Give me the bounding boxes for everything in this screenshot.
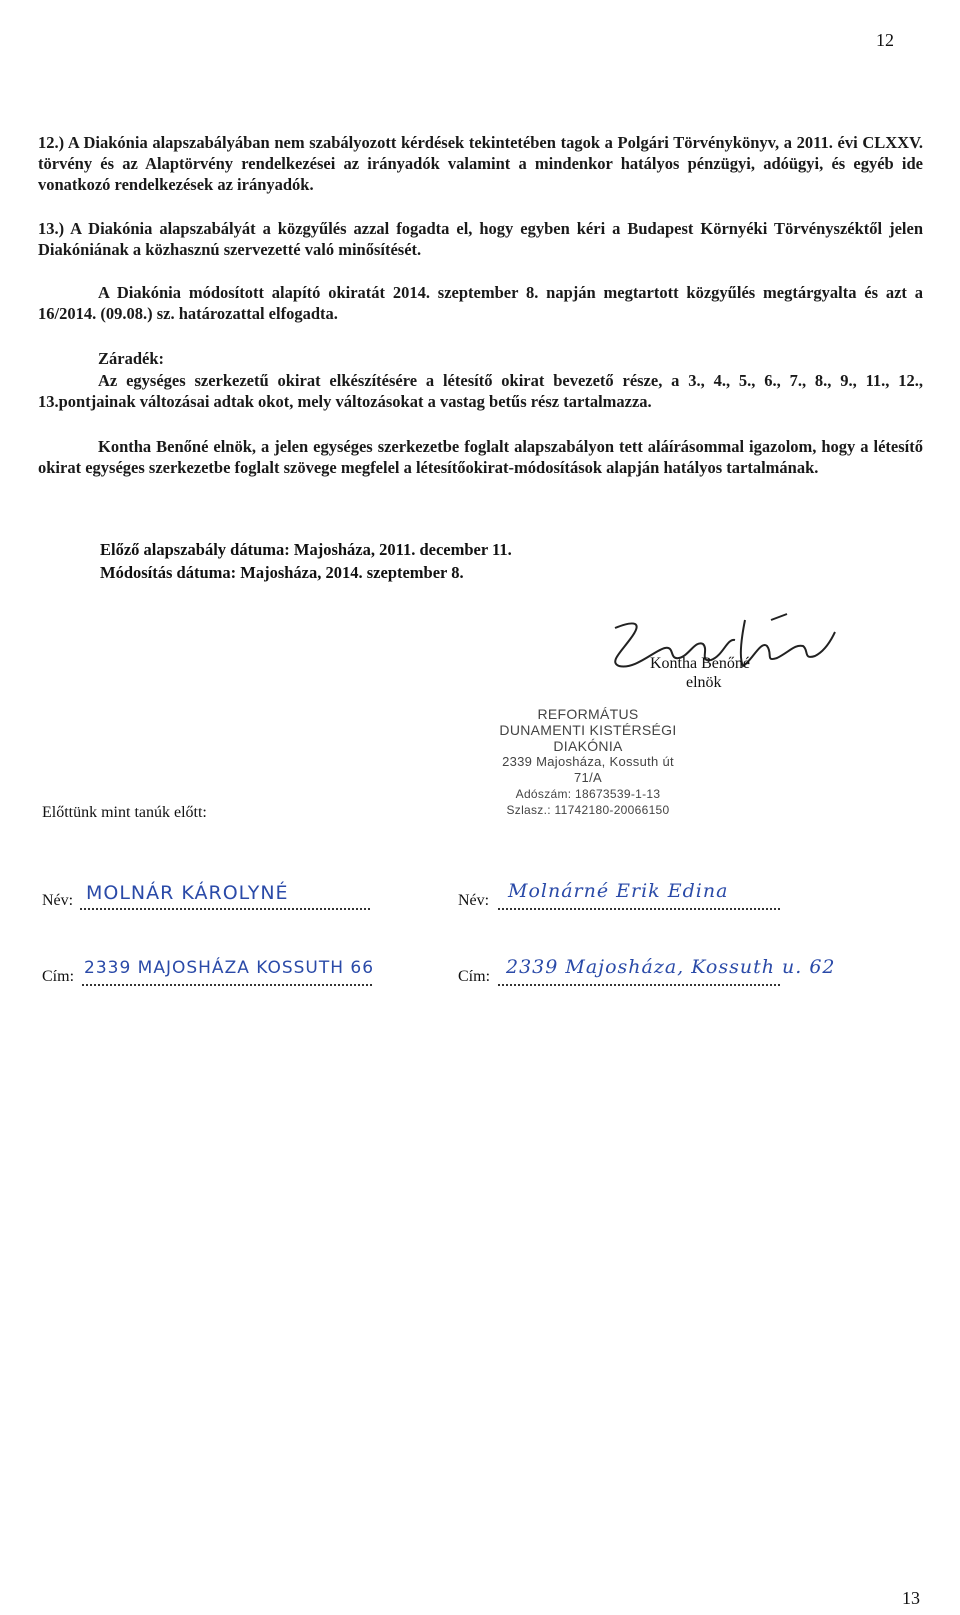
modification-date: Módosítás dátuma: Majosháza, 2014. szeptember 8.	[100, 563, 464, 582]
stamp-line-1: REFORMÁTUS	[537, 706, 639, 722]
witness-right-address-line	[498, 984, 780, 986]
signatory-role: elnök	[686, 674, 722, 691]
clause-title: Záradék:	[98, 349, 164, 368]
previous-charter-date: Előző alapszabály dátuma: Majosháza, 2011. december 11.	[100, 540, 512, 559]
stamp-line-3: 2339 Majosháza, Kossuth út 71/A	[502, 754, 674, 785]
witness-left-name-line	[80, 908, 370, 910]
witness-right-name-label: Név:	[458, 892, 490, 909]
paragraph-modified-charter: A Diakónia módosított alapító okiratát 2014. szeptember 8. napján megtartott közgyűlés megtárgyalta és azt a 16/2014. (09.08.) sz. határozattal elfogadta.	[38, 283, 923, 323]
witness-right-address-label: Cím:	[458, 968, 491, 985]
paragraph-12: 12.) A Diakónia alapszabályában nem szabályozott kérdések tekintetében tagok a Polgári Törvénykönyv, a 2011. évi CLXXV. törvény és az Alaptörvény rendelkezései az irányadók valamint a mindenkor hatályos pénzügyi, adóügyi, és egyéb ide vonatkozó rendelkezések az irányadók.	[38, 133, 923, 194]
clause-text: Az egységes szerkezetű okirat elkészítésére a létesítő okirat bevezető része, a 3., 4., 5., 6., 7., 8., 9., 11., 12., 13.pontjainak változásai adtak okot, mely változásokat a vastag betűs rész tartalmazza.	[38, 371, 923, 411]
stamp-line-4: Adószám: 18673539-1-13	[515, 787, 661, 801]
witness-left-address-label: Cím:	[42, 968, 75, 985]
stamp-line-2: DUNAMENTI KISTÉRSÉGI DIAKÓNIA	[499, 722, 677, 754]
paragraph-13: 13.) A Diakónia alapszabályát a közgyűlés azzal fogadta el, hogy egyben kéri a Budapest Környéki Törvényszéktől jelen Diakóniának a közhasznú szervezetté való minősítését.	[38, 219, 923, 259]
witness-left-name: MOLNÁR KÁROLYNÉ	[86, 882, 289, 904]
witness-right-address: 2339 Majosháza, Kossuth u. 62	[506, 956, 836, 978]
stamp-line-5: Szlasz.: 11742180-20066150	[506, 803, 670, 817]
page-number-top: 12	[876, 30, 894, 50]
signatory-name: Kontha Benőné	[650, 655, 750, 672]
witness-left-address-line	[82, 984, 372, 986]
witnesses-heading: Előttünk mint tanúk előtt:	[42, 804, 207, 821]
witness-right-name-line	[498, 908, 780, 910]
page-number-bottom: 13	[902, 1588, 920, 1608]
witness-left-address: 2339 MAJOSHÁZA KOSSUTH 66	[84, 958, 375, 978]
certification-text: Kontha Benőné elnök, a jelen egységes szerkezetbe foglalt alapszabályon tett aláírásommal igazolom, hogy a létesítő okirat egységes szerkezetbe foglalt szövege megfelel a létesítőokirat-módosítások alapján hatályos tartalmának.	[38, 437, 923, 477]
witness-left-name-label: Név:	[42, 892, 74, 909]
witness-right-name: Molnárné Erik Edina	[508, 880, 729, 902]
organization-stamp	[488, 706, 688, 818]
